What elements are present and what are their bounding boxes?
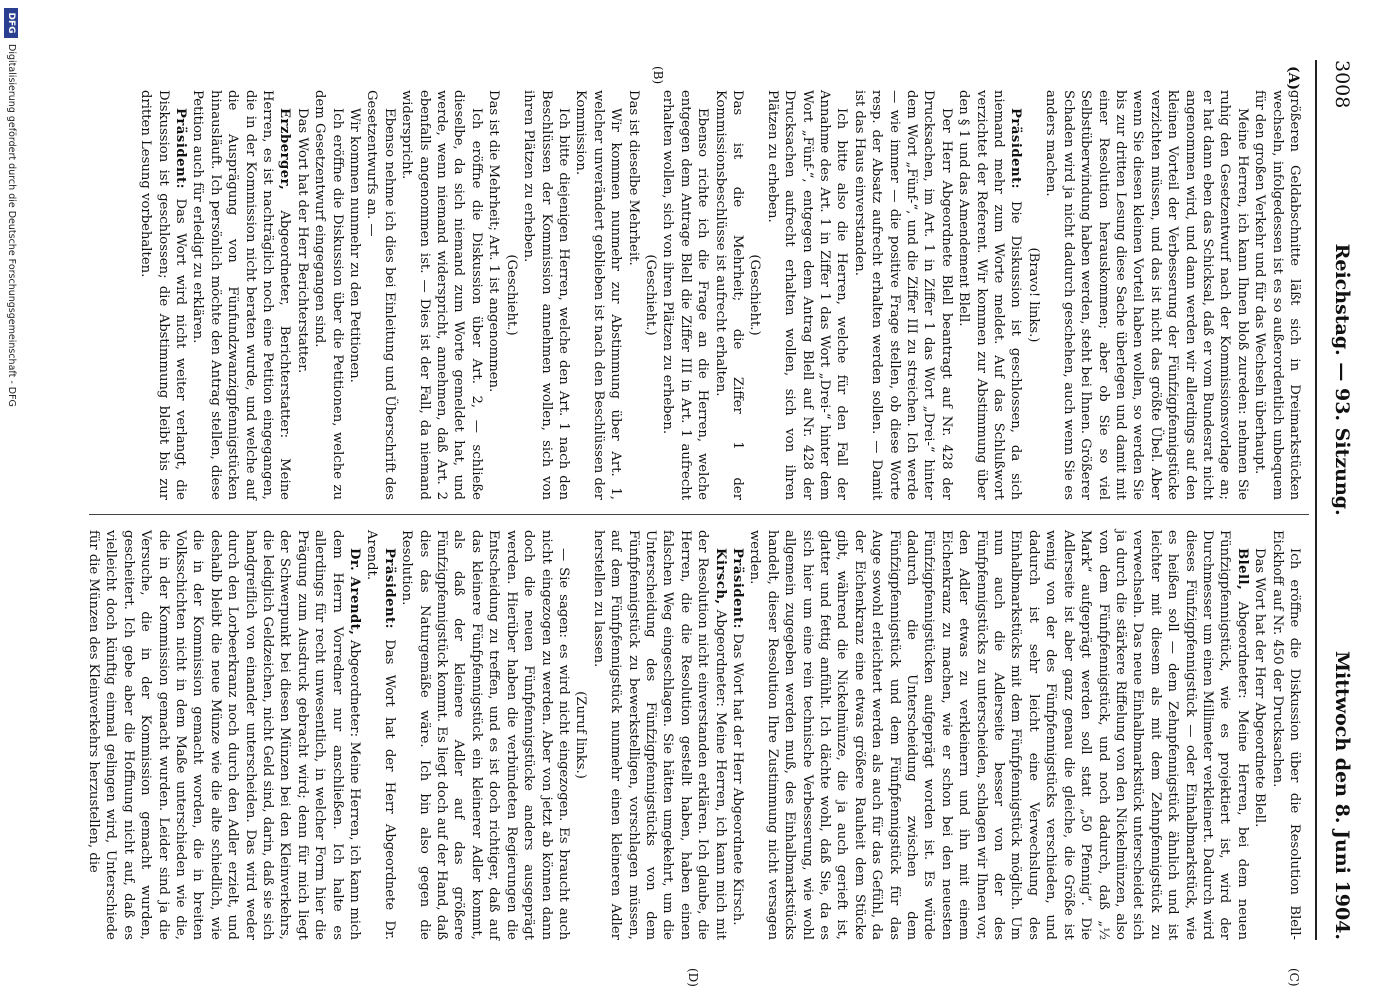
body-paragraph: Das Wort hat der Herr Abgeordnete Blell. — [1252, 548, 1268, 828]
speech-text: Abgeordneter: Meine Herren, ich kann mich dem Herrn Vorredner nur anschließen. Ich halte es allerdings für recht unwesentlich, in welcher Form hier die Prägung zum Ausdruck gebracht wird; denn für mich liegt der Schwerpunkt bei diesen Münzen bei den Kleinverkehrs, die lediglich Geldzeichen, nicht Geld sind, darin, daß sie sich handgreiflich von einander unterscheiden. Das wird weder durch den Lorbeerkranz noch durch den Adler erzielt, und deshalb bleibt die neue Münze wie die alte schiedlich, wie die in der Kommission gemacht worden, die in breiten Volksschichten nicht in dem Maße unterschieden wie die, die in der Kommission gemacht wurden. Leider sind ja die Versuche, die in der Kommission gemacht wurden, gescheitert. Ich gebe aber die Hoffnung nicht auf, daß es vielleicht doch künftig einmal gelingen wird, Unterschiede für die Münzen des Kleinverkehrs herzustellen, die — [85, 530, 363, 940]
speaker-name: Präsident: — [730, 548, 745, 630]
body-paragraph: größeren Geldabschnitte läßt sich in Dreimarkstücken wechseln, infolgedessen ist es so außerordentlich unbequem für den großen Verkehr und für das Wechseln überhaupt. — [1252, 90, 1302, 500]
body-paragraph: Meine Herren, ich kann Ihnen bloß zureden: nehmen Sie ruhig den Gesetzentwurf nach der Kommissionsvorlage an; er hat dann eben das Schicksal, daß er vom Bundesrat nicht angenommen wird, und dann werden wir allerdings auf den kleinen Vorteil der Verbesserung der Fünfzigpfennigstücke verzichten müssen, und das ist nicht das größte Übel. Aber wenn Sie diesen kleinen Vorteil haben wollen, so werden Sie bis zur dritten Lesung diese Sache überlegen und damit mit einer Resolution herauskommen; aber ob Sie so viel Selbstüberwindung haben werden, steht bei Ihnen. Größerer Schaden wird ja nicht dadurch geschehen, auch wenn Sie es anders machen. — [1043, 90, 1250, 500]
speaker-name: Dr. Arendt, — [347, 548, 363, 636]
speech-paragraph — [746, 530, 1251, 940]
margin-mark-c: (C) — [1287, 968, 1301, 987]
body-paragraph: — Sie sagen: es wird nicht eingezogen. Es braucht auch nicht eingezogen zu werden. Aber von jetzt ab können dann doch die neuen Fünfpfennigstücke anders ausgeprägt werden. Hierüber haben die verbündeten Regierungen die Entscheidung zu treffen, und es ist doch richtiger, daß auf das kleinere Fünfpfennigstück ein kleinerer Adler kommt, als daß der kleinere Adler auf das größere Fünfzigpfennigstück kommt. Es liegt doch auf der Hand, daß dies das Naturgemäße wäre. Ich bin also gegen die Resolution. — [399, 530, 571, 940]
body-paragraph: Ebenso richte ich die Frage an die Herren, welche entgegen dem Antrage Blell die Ziffer III in Art. 1 aufrecht erhalten wollen, sich von ihren Plätzen zu erheben. — [660, 90, 711, 500]
stage-direction: (Geschieht.) — [747, 254, 763, 336]
body-paragraph: Der Herr Abgeordnete Blell beantragt auf Nr. 428 der Drucksachen, im Art. 1 in Ziffer 1 das Wort „Drei-“ hinter dem Wort „Fünf-“, und die Ziffer III zu streichen. Ich werde — wie immer — die positive Frage stellen, ob diese Worte resp. der Absatz aufrecht erhalten werden sollen. — Damit ist das Haus einverstanden. — [851, 90, 954, 500]
column-divider — [89, 514, 1309, 515]
speech-paragraph — [137, 90, 189, 500]
page-header — [1321, 60, 1353, 940]
speech-paragraph — [189, 90, 293, 500]
stage-direction: (Geschieht.) — [503, 254, 519, 336]
body-paragraph: Ich bitte also die Herren, welche für den Fall der Annahme des Art. 1 in Ziffer 1 das Wort „Drei-“ hinter dem Wort „Fünf-“, entgegen dem Antrag Blell auf Nr. 428 der Drucksachen aufrecht erhalten wollen, sich von ihren Plätzen zu erheben. — [764, 90, 850, 500]
speech-text: Abgeordneter: Meine Herren, bei dem neuen Fünfzigpfennigstück, wie es projektiert ist, wird der Durchmesser um einen Millimeter verkleinert. Dadurch wird dieses Fünfzigpfennigstück — oder Einhalbmarkstück, wie es heißen soll — dem Zehnpfennigstück ähnlich und ist leichter mit diesem als mit dem Zehnpfennigstück zu verwechseln. Das neue Einhalbmarkstück unterscheidet sich ja durch die stärkere Riffelung von den Nickelmünzen, also von dem Fünfpfennigstück, und noch dadurch, daß „½ Mark“ aufgeprägt werden soll statt „50 Pfennig“. Die Adlerseite ist aber ganz genau die gleiche, die Größe ist wenig von der des Fünfpfennigstücks verschieden, und dadurch ist sehr leicht eine Verwechslung des Einhalbmarkstücks mit dem Fünfpfennigstück möglich. Um nun auch die Adlerseite besser von der des Fünfpfennigstücks zu unterscheiden, schlagen wir Ihnen vor, den Adler etwas zu verkleinern und ihn mit einem Eichenkranz zu machen, wie er schon bei den neuesten Fünfzigpfennigstücken aufgeprägt worden ist. Es würde dadurch die Unterscheidung zwischen dem Fünfzigpfennigstück und dem Fünfpfennigstück für das Auge sowohl erleichtert werden als auch für das Gefühl, da der Eichenkranz eine etwas größere Rauheit dem Stücke gibt, während die Nickelmünze, die ja auch gerieft ist, glatter und fettig anfühlt. Ich dächte wohl, daß Sie, da es sich hier um eine rein technische Verbesserung, wie wohl allgemein zugegeben werden muß, des Einhalbmarkstücks handelt, dieser Resolution Ihre Zustimmung nicht versagen werden. — [747, 530, 1250, 940]
speaker-name: Kirsch, — [712, 548, 728, 605]
speaker-name: Präsident: — [1008, 108, 1024, 190]
margin-mark-a: (A) — [1285, 66, 1301, 91]
body-paragraph: Ich eröffne die Diskussion über die Resolution Blell-Eickhoff auf Nr. 450 der Drucksachen. — [1269, 530, 1302, 940]
session-date: Mittwoch den 8. Juni 1904. — [1331, 650, 1353, 940]
speech-text: Das Wort hat der Herr Abgeordnete Kirsch. — [730, 633, 745, 926]
body-paragraph: Das ist die Mehrheit; Art. 1 ist angenommen. — [486, 90, 502, 393]
body-paragraph: Ich eröffne die Diskussion über die Petitionen, welche zu dem Gesetzentwurf eingegangen sind. — [312, 90, 345, 500]
speech-text: Abgeordneter, Berichterstatter: Meine Herren, es ist nachträglich noch eine Petition eingegangen, die in der Kommission nicht beraten wurde, und welche auf die Ausprägung von Fünfundzwanzigpfennigstücken hinausläuft. Ich persönlich möchte den Antrag stellen, diese Petition auch für erledigt zu erklären. — [190, 90, 293, 500]
dfg-logo: DFG — [4, 8, 18, 38]
stage-direction: (Zuruf links.) — [573, 691, 589, 779]
body-paragraph: Das ist dieselbe Mehrheit. — [625, 90, 641, 266]
speech-paragraph — [729, 530, 746, 940]
stage-direction: (Bravo! links.) — [1025, 247, 1041, 343]
speech-text: Das Wort wird nicht weiter verlangt, die Diskussion ist geschlossen; die Abstimmung bleibt bis zur dritten Lesung vorbehalten. — [138, 90, 188, 500]
body-paragraph: Ich bitte diejenigen Herren, welche den Art. 1 nach den Beschlüssen der Kommission annehmen wollen, sich von ihren Plätzen zu erheben. — [521, 90, 571, 500]
speech-paragraph — [85, 530, 364, 940]
speech-paragraph — [363, 530, 398, 940]
body-paragraph: Wir kommen nunmehr zu den Petitionen. — [347, 108, 363, 383]
speech-paragraph — [589, 530, 728, 940]
page-number: 3008 — [1331, 60, 1353, 109]
stage-direction: (Geschieht.) — [642, 254, 658, 336]
speech-text: Das Wort hat der Herr Abgeordnete Dr. Arendt. — [364, 530, 397, 940]
speaker-name: Präsident: — [173, 108, 188, 190]
speaker-name: Präsident: — [381, 548, 397, 630]
body-paragraph: Das ist die Mehrheit; die Ziffer 1 der Kommissionsbeschlüsse ist aufrecht erhalten. — [712, 90, 745, 500]
page-title: Reichstag. — 93. Sitzung. — [1331, 243, 1353, 516]
speech-text: Die Diskussion ist geschlossen, da sich niemand mehr zum Worte meldet. Auf das Schlußwort verzichtet der Referent. Wir kommen zur Abstimmung über den § 1 und das Amendement Blell. — [956, 90, 1024, 500]
body-paragraph: Ich eröffne die Diskussion über Art. 2, — schließe dieselbe, da sich niemand zum Worte gemeldet hat, und werde, wenn niemand widerspricht, annehmen, daß Art. 2 ebenfalls angenommen ist. — Dies ist der Fall, da niemand widerspricht. — [399, 90, 484, 500]
body-paragraph: Das Wort hat der Herr Berichterstatter. — [294, 108, 310, 374]
digitization-note: Digitalisierung gefördert durch die Deutsche Forschungsgemeinschaft - DFG — [6, 44, 17, 407]
right-column — [85, 530, 1303, 940]
body-paragraph: Wir kommen nunmehr zur Abstimmung über Art. 1, welcher unverändert geblieben ist nach den Beschlüssen der Kommission. — [573, 90, 624, 500]
speech-paragraph — [955, 90, 1025, 500]
margin-mark-d: (D) — [686, 968, 700, 987]
margin-mark-b: (B) — [651, 66, 665, 85]
left-column — [137, 90, 1303, 500]
header-rule — [1315, 60, 1317, 940]
speaker-name: Erzberger, — [277, 108, 293, 191]
speaker-name: Blell, — [1234, 548, 1250, 591]
speech-text: Abgeordneter: Meine Herren, ich kann mich mit der Resolution nicht einverstanden erklären. Ich glaube, die Herren, die die Resolution gestellt haben, haben einen falschen Weg eingeschlagen. Sie hätten umgekehrt, um die Unterscheidung des Fünfzigpfennigstücks von dem Fünfpfennigstück zu bewerkstelligen, vorschlagen müssen, auf dem Fünfpfennigstück nunmehr einen kleineren Adler herstellen zu lassen. — [590, 530, 728, 940]
body-paragraph: Ebenso nehme ich dies bei Einleitung und Überschrift des Gesetzentwurfs an. — — [364, 90, 397, 500]
